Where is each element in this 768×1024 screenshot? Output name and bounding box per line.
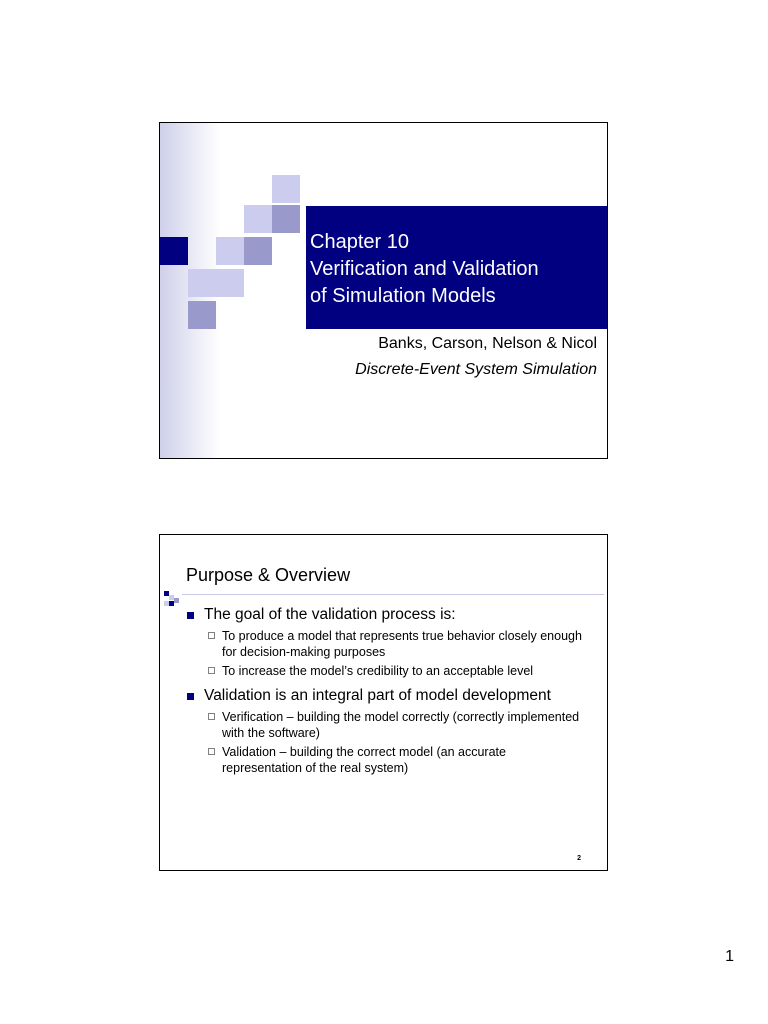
hollow-square-bullet-icon — [208, 748, 215, 755]
bullet-text: The goal of the validation process is: — [204, 606, 456, 623]
slide-title — [310, 229, 600, 310]
deco-square — [272, 205, 300, 233]
slide-title: Purpose & Overview — [186, 565, 351, 585]
deco-square — [216, 269, 244, 297]
sub-bullet — [208, 709, 586, 741]
deco-square — [160, 237, 188, 265]
sub-bullet-text: Verification – building the model correctly (correctly implemented with the software) — [222, 710, 580, 740]
deco-square — [244, 205, 272, 233]
bullet-text: Validation is an integral part of model development — [204, 687, 551, 704]
title-line: Chapter 10 — [310, 231, 409, 253]
square-bullet-icon — [187, 693, 194, 700]
bullet — [186, 606, 586, 624]
deco-square — [174, 598, 179, 603]
title-divider — [182, 594, 604, 595]
sub-bullet — [208, 744, 586, 776]
title-slide — [159, 122, 608, 459]
square-bullet-icon — [187, 612, 194, 619]
deco-square — [188, 301, 216, 329]
bullet — [186, 687, 586, 705]
slide-number: 2 — [577, 855, 581, 862]
slide-content — [186, 606, 586, 779]
sub-bullet — [208, 663, 586, 679]
deco-square — [169, 601, 174, 606]
book-title: Discrete-Event System Simulation — [355, 361, 597, 378]
sub-bullet — [208, 628, 586, 660]
page-number: 1 — [725, 948, 734, 965]
authors: Banks, Carson, Nelson & Nicol — [378, 335, 597, 352]
sub-bullet-text: To produce a model that represents true behavior closely enough for decision-making purposes — [222, 629, 582, 659]
sub-bullet-text: Validation – building the correct model (an accurate representation of the real system) — [222, 745, 506, 775]
hollow-square-bullet-icon — [208, 632, 215, 639]
sub-bullet-text: To increase the model’s credibility to an acceptable level — [222, 664, 534, 678]
deco-square — [272, 175, 300, 203]
title-line: Verification and Validation — [310, 258, 539, 280]
hollow-square-bullet-icon — [208, 667, 215, 674]
deco-square — [164, 601, 169, 606]
title-line: of Simulation Models — [310, 285, 496, 307]
overview-slide — [159, 534, 608, 871]
deco-square — [244, 237, 272, 265]
deco-square — [216, 237, 244, 265]
deco-square — [188, 269, 216, 297]
hollow-square-bullet-icon — [208, 713, 215, 720]
